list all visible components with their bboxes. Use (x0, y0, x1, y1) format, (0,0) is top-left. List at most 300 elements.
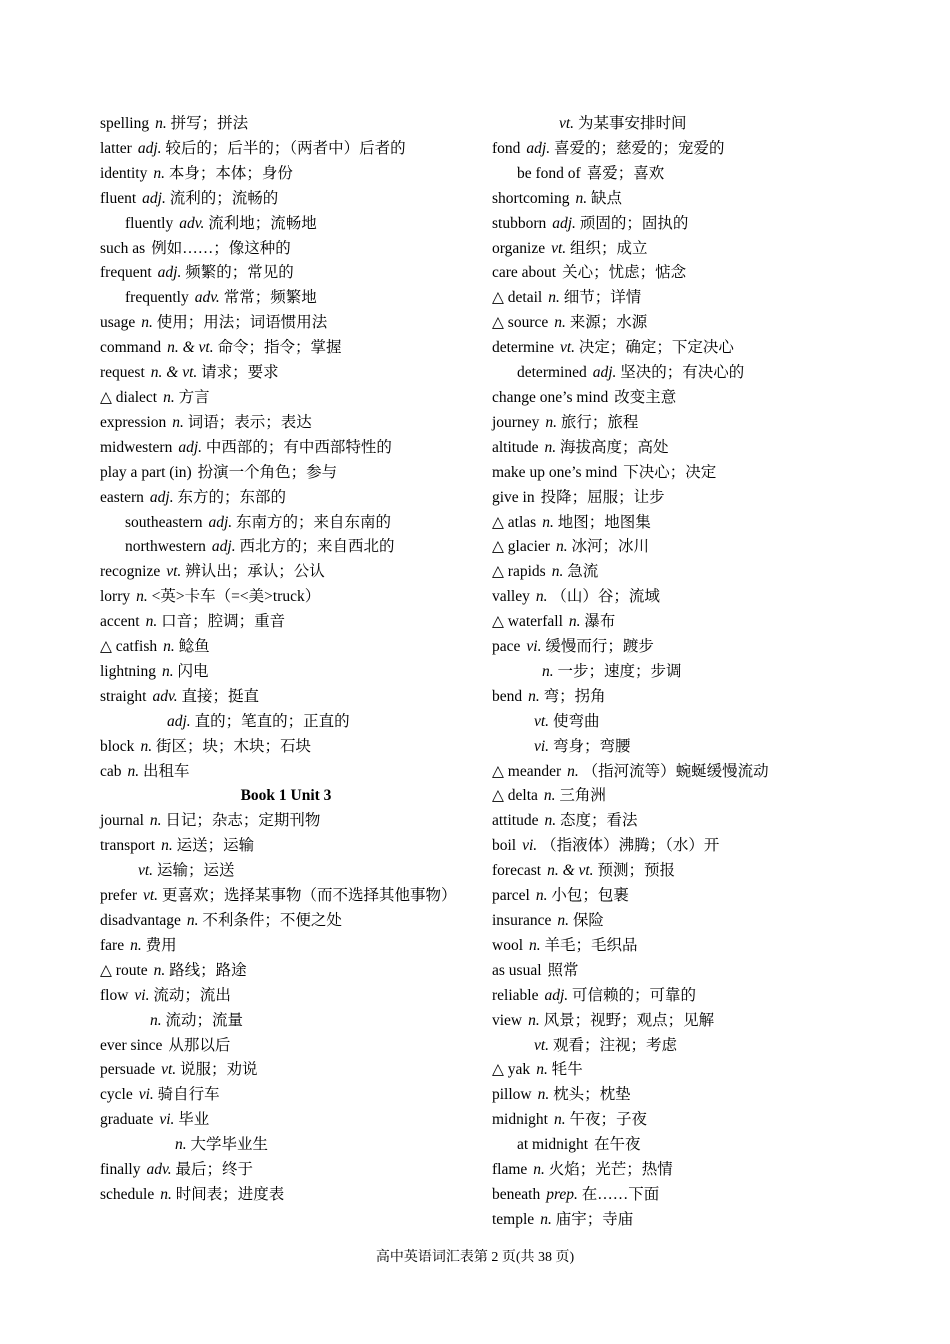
vocab-word: valley (492, 588, 530, 606)
vocab-meaning: 午夜；子夜 (569, 1111, 647, 1129)
vocab-entry (100, 336, 472, 361)
vocab-meaning: 冰河；冰川 (571, 538, 649, 556)
part-of-speech: n. (553, 1111, 566, 1129)
vocab-entry (492, 311, 922, 336)
vocab-meaning: 毕业 (178, 1111, 210, 1129)
vocab-meaning: 来源；水源 (569, 314, 648, 332)
part-of-speech: vt. (559, 115, 575, 132)
vocab-entry (492, 1108, 922, 1133)
vocab-word: shortcoming (492, 189, 570, 207)
vocab-meaning: 急流 (567, 563, 599, 581)
right-column (492, 112, 922, 1233)
part-of-speech: n. (535, 887, 548, 905)
vocab-entry (492, 610, 922, 635)
vocab-entry (100, 511, 472, 536)
part-of-speech: n. (140, 737, 153, 755)
vocab-word: persuade (100, 1061, 156, 1079)
vocab-entry (100, 959, 472, 984)
vocab-meaning: 可信赖的；可靠的 (572, 986, 697, 1004)
vocab-entry (100, 486, 472, 511)
part-of-speech: n. (557, 912, 570, 929)
vocab-meaning: 大学毕业生 (190, 1136, 269, 1154)
vocab-word: boil (492, 837, 517, 855)
vocab-entry (492, 1009, 922, 1034)
vocab-word: view (492, 1011, 523, 1029)
vocab-word: parcel (492, 887, 530, 905)
vocab-meaning: 保险 (572, 912, 604, 929)
vocab-entry (100, 1009, 472, 1034)
vocab-meaning: 下决心；决定 (623, 463, 717, 481)
vocab-word: pace (492, 638, 521, 656)
vocab-meaning: 扮演一个角色；参与 (197, 463, 338, 481)
vocab-entry (492, 436, 922, 461)
vocab-word: block (100, 737, 135, 755)
vocab-meaning: 风景；视野；观点；见解 (543, 1011, 715, 1029)
vocab-entry (492, 909, 922, 934)
part-of-speech: vi. (526, 638, 542, 656)
vocab-word: recognize (100, 563, 161, 581)
vocab-meaning: 细节；详情 (563, 289, 642, 307)
vocab-meaning: （指河流等）蜿蜒缓慢流动 (582, 762, 769, 780)
part-of-speech: n. (543, 787, 556, 805)
vocab-word: determined (517, 364, 587, 382)
part-of-speech: adj. (157, 264, 182, 282)
vocab-word: graduate (100, 1111, 154, 1129)
vocab-meaning: 本身；本体；身份 (168, 164, 293, 182)
part-of-speech: vt. (143, 887, 159, 905)
part-of-speech: vi. (138, 1086, 154, 1104)
vocab-meaning: 街区；块；木块；石块 (155, 737, 311, 755)
vocab-meaning: 火焰；光芒；热情 (548, 1161, 673, 1179)
part-of-speech: n. (555, 538, 568, 556)
part-of-speech: vt. (534, 1036, 550, 1054)
vocab-entry (492, 984, 922, 1009)
vocab-entry (100, 1034, 472, 1059)
vocab-word: midwestern (100, 438, 173, 456)
vocab-meaning: 流动；流量 (165, 1011, 244, 1029)
vocab-entry (100, 635, 472, 660)
vocab-meaning: 拼写；拼法 (170, 115, 249, 132)
vocab-entry (100, 1083, 472, 1108)
vocab-meaning: 流利的；流畅的 (169, 189, 279, 207)
vocab-entry (100, 137, 472, 162)
vocab-meaning: 东方的；东部的 (177, 488, 286, 506)
part-of-speech: vt. (551, 239, 567, 257)
part-of-speech: adj. (544, 986, 569, 1004)
part-of-speech: vt. (161, 1061, 177, 1079)
vocab-word: eastern (100, 488, 144, 506)
vocab-entry (100, 760, 472, 785)
vocab-word: altitude (492, 438, 539, 456)
vocab-word: finally (100, 1161, 141, 1179)
vocab-entry (492, 411, 922, 436)
vocab-word: journey (492, 413, 540, 431)
vocab-meaning: 辨认出；承认；公认 (185, 563, 325, 581)
part-of-speech: n. (155, 115, 167, 132)
part-of-speech: n. (544, 438, 557, 456)
vocab-meaning: 预测；预报 (597, 862, 675, 880)
vocab-meaning: 更喜欢；选择某事物（而不选择其他事物） (161, 887, 457, 905)
part-of-speech: n. (186, 912, 199, 929)
vocab-word: forecast (492, 862, 542, 880)
vocab-word: be fond of (517, 164, 581, 182)
part-of-speech: vt. (534, 712, 550, 730)
vocab-word: flame (492, 1161, 528, 1179)
vocab-word: △ dialect (100, 388, 158, 406)
vocab-entry (100, 411, 472, 436)
vocab-entry (100, 934, 472, 959)
vocab-meaning: 流动；流出 (153, 986, 231, 1004)
vocab-entry (492, 162, 922, 187)
part-of-speech: adv. (179, 214, 205, 232)
vocab-meaning: 直的；笔直的；正直的 (194, 712, 350, 730)
vocab-entry (100, 261, 472, 286)
vocab-entry (492, 336, 922, 361)
vocab-meaning: 常常；频繁地 (223, 289, 317, 307)
vocab-entry (100, 585, 472, 610)
vocab-entry (100, 710, 472, 735)
part-of-speech: n. (544, 812, 557, 830)
vocab-word: △ atlas (492, 513, 537, 531)
vocab-entry (100, 112, 472, 137)
part-of-speech: n. (161, 662, 174, 680)
vocab-meaning: 为某事安排时间 (577, 115, 687, 132)
vocab-meaning: 不利条件；不便之处 (202, 912, 342, 929)
vocab-entry (100, 237, 472, 262)
vocab-entry (100, 361, 472, 386)
vocab-entry (100, 1058, 472, 1083)
vocab-entry (100, 1158, 472, 1183)
vocab-word: determine (492, 339, 554, 357)
vocab-word: frequently (125, 289, 189, 307)
part-of-speech: n. (575, 189, 588, 207)
vocab-word: make up one’s mind (492, 463, 618, 481)
vocab-meaning: 旅行；旅程 (560, 413, 639, 431)
part-of-speech: vt. (138, 862, 154, 880)
vocab-entry (492, 1034, 922, 1059)
vocab-meaning: （山）谷；流域 (551, 588, 660, 606)
part-of-speech: vi. (159, 1111, 175, 1129)
vocab-entry (492, 511, 922, 536)
vocab-entry (492, 884, 922, 909)
vocab-entry (100, 685, 472, 710)
vocab-word: fond (492, 139, 521, 157)
vocab-meaning: 在……下面 (581, 1185, 660, 1203)
vocab-entry (100, 610, 472, 635)
vocab-meaning: 频繁的；常见的 (185, 264, 294, 282)
vocab-entry (492, 286, 922, 311)
part-of-speech: n. (533, 1161, 545, 1179)
vocab-word: schedule (100, 1185, 155, 1203)
vocab-word: △ delta (492, 787, 538, 805)
part-of-speech: adj. (178, 438, 203, 456)
part-of-speech: n. (149, 812, 162, 830)
vocab-meaning: 弯；拐角 (543, 687, 606, 705)
vocab-meaning: 地图；地图集 (557, 513, 651, 531)
part-of-speech: n. (542, 513, 554, 531)
vocab-word: △ source (492, 314, 549, 332)
vocab-meaning: 从那以后 (168, 1036, 231, 1054)
part-of-speech: adv. (194, 289, 220, 307)
part-of-speech: n. (161, 837, 173, 855)
part-of-speech: adv. (152, 687, 178, 705)
vocab-entry (492, 735, 922, 760)
part-of-speech: adj. (137, 139, 162, 157)
vocab-word: spelling (100, 115, 150, 132)
part-of-speech: n. & vt. (547, 862, 594, 880)
vocab-word: expression (100, 413, 167, 431)
vocab-entry (100, 660, 472, 685)
vocab-entry (492, 1208, 922, 1233)
vocab-entry (492, 1083, 922, 1108)
vocab-entry (492, 1133, 922, 1158)
vocab-meaning: 词语；表示；表达 (187, 413, 312, 431)
vocab-meaning: 骑自行车 (157, 1086, 220, 1104)
vocab-entry (100, 884, 472, 909)
vocab-word: temple (492, 1210, 535, 1228)
vocab-entry (492, 934, 922, 959)
vocab-entry (492, 660, 922, 685)
part-of-speech: adj. (149, 488, 174, 506)
vocab-word: wool (492, 936, 523, 954)
vocab-meaning: 顽固的；固执的 (579, 214, 689, 232)
vocab-entry (492, 1158, 922, 1183)
vocab-meaning: 最后；终于 (175, 1161, 253, 1179)
part-of-speech: n. (540, 1210, 552, 1228)
vocab-entry (492, 261, 922, 286)
vocab-entry (100, 386, 472, 411)
part-of-speech: n. (554, 314, 566, 332)
vocab-entry (492, 809, 922, 834)
vocab-meaning: 改变主意 (614, 388, 677, 406)
vocab-meaning: 态度；看法 (560, 812, 638, 830)
vocab-word: insurance (492, 912, 552, 929)
vocab-meaning: 投降；屈服；让步 (540, 488, 665, 506)
part-of-speech: n. (160, 1185, 172, 1203)
vocab-meaning: 在午夜 (594, 1136, 641, 1154)
part-of-speech: n. (136, 588, 148, 606)
part-of-speech: adv. (146, 1161, 172, 1179)
vocab-meaning: 方言 (178, 388, 210, 406)
vocab-meaning: 使弯曲 (552, 712, 600, 730)
vocab-entry (100, 212, 472, 237)
vocab-meaning: 路线；路途 (169, 961, 247, 979)
vocab-meaning: 三角洲 (559, 787, 606, 805)
vocab-meaning: 照常 (547, 961, 579, 979)
vocab-entry (492, 187, 922, 212)
vocab-meaning: 闪电 (177, 662, 209, 680)
vocab-meaning: 请求；要求 (201, 364, 279, 382)
part-of-speech: n. (548, 289, 560, 307)
vocab-meaning: 决定；确定；下定决心 (578, 339, 734, 357)
part-of-speech: n. (127, 762, 140, 780)
vocab-meaning: 东南方的；来自东南的 (236, 513, 392, 531)
vocab-word: pillow (492, 1086, 532, 1104)
vocab-entry (100, 1183, 472, 1208)
vocab-word: midnight (492, 1111, 548, 1129)
part-of-speech: adj. (552, 214, 576, 232)
vocab-word: cycle (100, 1086, 133, 1104)
vocab-meaning: 海拔高度；高处 (560, 438, 669, 456)
vocab-meaning: 命令；指令；掌握 (217, 339, 342, 357)
part-of-speech: n. (153, 164, 165, 182)
vocab-meaning: 庙宇；寺庙 (555, 1210, 634, 1228)
vocab-meaning: 使用；用法；词语惯用法 (156, 314, 328, 332)
vocab-word: △ rapids (492, 563, 546, 581)
vocab-meaning: 牦牛 (551, 1061, 583, 1079)
vocab-meaning: 口音；腔调；重音 (161, 613, 286, 631)
vocab-entry (492, 760, 922, 785)
vocab-entry (100, 909, 472, 934)
vocab-entry (492, 1183, 922, 1208)
vocab-entry (492, 486, 922, 511)
vocab-entry (100, 560, 472, 585)
vocab-entry (492, 834, 922, 859)
part-of-speech: n. (542, 662, 554, 680)
part-of-speech: adj. (142, 189, 166, 207)
vocab-meaning: 弯身；弯腰 (552, 737, 631, 755)
part-of-speech: n. (528, 1011, 540, 1029)
vocab-entry (492, 560, 922, 585)
vocab-meaning: 喜爱；喜欢 (586, 164, 665, 182)
vocab-entry (492, 635, 922, 660)
page-footer: 高中英语词汇表第 2 页(共 38 页) (375, 1250, 575, 1265)
part-of-speech: adj. (592, 364, 617, 382)
vocab-entry (492, 859, 922, 884)
vocab-meaning: （指液体）沸腾；（水）开 (541, 837, 720, 855)
vocab-word: southeastern (125, 513, 203, 531)
vocab-word: lightning (100, 662, 156, 680)
vocab-word: identity (100, 164, 148, 182)
vocab-meaning: 观看；注视；考虑 (552, 1036, 677, 1054)
vocab-entry (100, 984, 472, 1009)
vocab-entry (492, 461, 922, 486)
vocab-meaning: 流利地；流畅地 (208, 214, 317, 232)
part-of-speech: adj. (211, 538, 236, 556)
vocab-meaning: 枕头；枕垫 (553, 1086, 631, 1104)
vocab-meaning: 西北方的；来自西北的 (239, 538, 395, 556)
vocab-word: northwestern (125, 538, 206, 556)
vocab-entry (100, 1133, 472, 1158)
vocab-word: play a part (in) (100, 463, 192, 481)
vocab-entry (100, 535, 472, 560)
vocab-entry (492, 237, 922, 262)
part-of-speech: n. (130, 936, 142, 954)
part-of-speech: n. (528, 687, 540, 705)
vocab-word: attitude (492, 812, 539, 830)
vocab-meaning: 鲶鱼 (178, 638, 210, 656)
part-of-speech: n. (150, 1011, 162, 1029)
vocab-entry (492, 212, 922, 237)
vocab-word: △ detail (492, 289, 543, 307)
vocab-entry (492, 386, 922, 411)
vocab-meaning: 例如……；像这种的 (151, 239, 291, 257)
vocab-word: request (100, 364, 145, 382)
vocab-entry (100, 436, 472, 461)
vocab-word: △ yak (492, 1061, 531, 1079)
vocab-meaning: 运送；运输 (176, 837, 255, 855)
vocab-meaning: 说服；劝说 (180, 1061, 258, 1079)
vocab-entry (492, 361, 922, 386)
vocab-word: △ waterfall (492, 613, 563, 631)
vocab-entry (492, 585, 922, 610)
vocab-word: disadvantage (100, 912, 181, 929)
vocab-meaning: 缓慢而行；踱步 (545, 638, 654, 656)
vocab-entry (100, 162, 472, 187)
vocab-word: fluent (100, 189, 137, 207)
vocab-entry (100, 286, 472, 311)
vocab-meaning: 较后的；后半的；（两者中）后者的 (165, 139, 406, 157)
part-of-speech: n. (153, 961, 166, 979)
vocab-entry (492, 685, 922, 710)
vocab-word: reliable (492, 986, 539, 1004)
vocab-entry (100, 1108, 472, 1133)
part-of-speech: vi. (534, 737, 550, 755)
part-of-speech: vt. (559, 339, 576, 357)
vocab-word: command (100, 339, 162, 357)
vocab-entry (100, 311, 472, 336)
vocab-meaning: 缺点 (591, 189, 623, 207)
part-of-speech: prep. (546, 1185, 578, 1203)
vocab-meaning: 组织；成立 (570, 239, 648, 257)
vocab-meaning: 小包；包裹 (551, 887, 629, 905)
part-of-speech: n. (545, 413, 557, 431)
vocab-meaning: 喜爱的；慈爱的；宠爱的 (553, 139, 725, 157)
vocab-word: △ catfish (100, 638, 158, 656)
vocab-word: frequent (100, 264, 152, 282)
vocab-meaning: 运输；运送 (156, 862, 235, 880)
part-of-speech: n. (537, 1086, 550, 1104)
vocab-meaning: 瀑布 (584, 613, 616, 631)
vocab-entry (492, 710, 922, 735)
part-of-speech: adj. (208, 513, 233, 531)
vocab-word: bend (492, 687, 523, 705)
vocab-entry (100, 461, 472, 486)
vocab-entry (492, 784, 922, 809)
part-of-speech: n. (568, 613, 581, 631)
vocab-word: give in (492, 488, 535, 506)
vocab-meaning: 坚决的；有决心的 (620, 364, 745, 382)
part-of-speech: n. (529, 936, 541, 954)
vocab-word: prefer (100, 887, 137, 905)
vocab-word: flow (100, 986, 129, 1004)
part-of-speech: n. (163, 638, 175, 656)
vocab-word: care about (492, 264, 557, 282)
vocab-meaning: 羊毛；毛织品 (544, 936, 638, 954)
vocab-entry (492, 535, 922, 560)
part-of-speech: vi. (134, 986, 150, 1004)
vocab-entry (100, 834, 472, 859)
part-of-speech: n. (172, 413, 184, 431)
vocab-entry (100, 809, 472, 834)
vocab-word: cab (100, 762, 122, 780)
vocab-meaning: 时间表；进度表 (175, 1185, 285, 1203)
vocab-entry (100, 735, 472, 760)
part-of-speech: n. & vt. (150, 364, 198, 382)
vocab-word: stubborn (492, 214, 547, 232)
vocab-word: as usual (492, 961, 542, 979)
vocab-meaning: <英>卡车（=<美>truck） (151, 588, 321, 606)
vocab-meaning: 直接；挺直 (181, 687, 259, 705)
vocab-entry (100, 187, 472, 212)
vocab-meaning: 日记；杂志；定期刊物 (165, 812, 321, 830)
vocab-word: fluently (125, 214, 174, 232)
vocab-word: △ meander (492, 762, 562, 780)
vocab-word: latter (100, 139, 132, 157)
part-of-speech: n. & vt. (167, 339, 214, 357)
vocab-word: ever since (100, 1036, 163, 1054)
vocab-word: journal (100, 812, 144, 830)
